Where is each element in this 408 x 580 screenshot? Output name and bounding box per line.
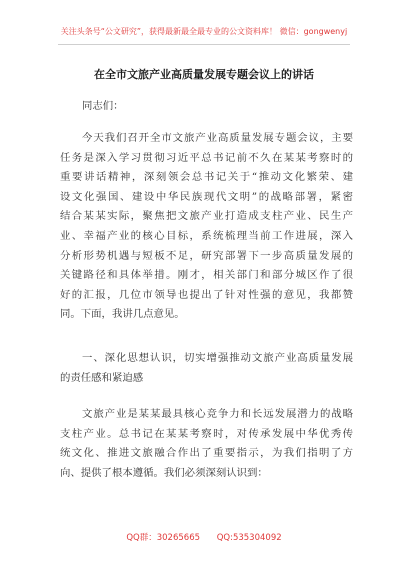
paragraph-line: 关键路径和具体举措。刚才，相关部门和部分城区作了很	[60, 269, 353, 282]
paragraph-line: 结合某某实际，聚焦把文旅产业打造成支柱产业、民生产	[60, 210, 353, 223]
footer-qq-group: QQ群：30265665	[126, 533, 201, 543]
paragraph-line: 文旅产业是某某最具核心竞争力和长远发展潜力的战略	[82, 408, 353, 420]
paragraph-line: 向、提供了根本遵循。我们必须深刻认识到：	[60, 466, 268, 479]
paragraph-2	[60, 405, 353, 483]
paragraph-line: 支柱产业。总书记在某某考察时，对传承发展中华优秀传	[60, 427, 353, 440]
paragraph-line: 统文化、推进文旅融合作出了重要指示，为我们指明了方	[60, 447, 353, 460]
section-heading-1	[60, 349, 353, 388]
paragraph-line: 业、幸福产业的核心目标，系统梳理当前工作进展，深入	[60, 229, 353, 242]
footer-contact	[0, 531, 408, 543]
salutation: 同志们：	[82, 100, 124, 112]
document-title: 在全市文旅产业高质量发展专题会议上的讲话	[94, 68, 314, 81]
heading-line: 一、深化思想认识，切实增强推动文旅产业高质量发展	[82, 352, 353, 364]
paragraph-line: 好的汇报，几位市领导也提出了针对性强的意见，我都赞	[60, 288, 353, 301]
paragraph-line: 重要讲话精神，深刻领会总书记关于“推动文化繁荣、建	[60, 171, 353, 184]
footer-qq: QQ:535304092	[216, 533, 282, 543]
paragraph-line: 同。下面，我讲几点意见。	[60, 308, 185, 321]
paragraph-line: 设文化强国、建设中华民族现代文明”的战略部署，紧密	[60, 190, 353, 203]
header-divider	[58, 44, 350, 45]
paragraph-1	[60, 129, 353, 325]
heading-line: 的责任感和紧迫感	[60, 371, 144, 384]
paragraph-line: 分析形势机遇与短板不足，研究部署下一步高质量发展的	[60, 249, 353, 262]
paragraph-line: 任务是深入学习贯彻习近平总书记前不久在某某考察时的	[60, 151, 353, 164]
header-banner: 关注头条号“公文研究”，获得最新最全最专业的公文资料库！ 微信：gongwenyj	[60, 27, 348, 36]
paragraph-line: 今天我们召开全市文旅产业高质量发展专题会议，主要	[82, 132, 353, 144]
